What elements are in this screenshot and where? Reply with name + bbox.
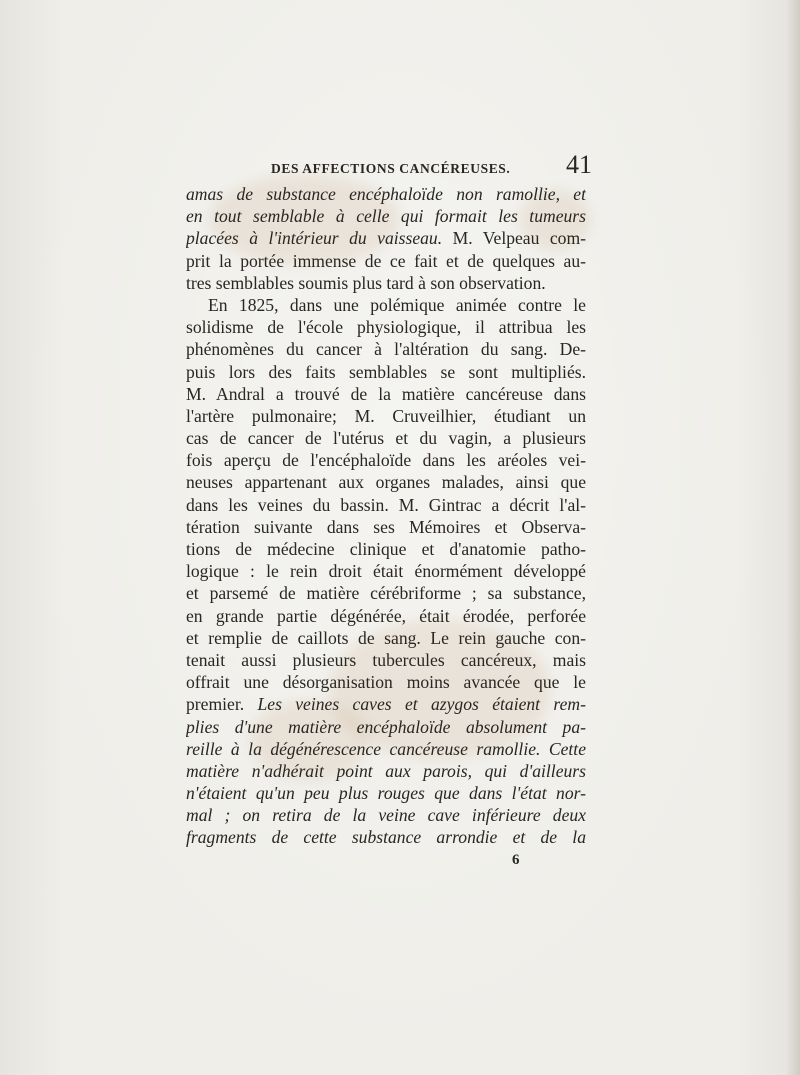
text-segment: fragments de cette substance arrondie et de la	[186, 827, 586, 848]
text-segment: phénomènes du cancer à l'altération du sang. De-	[186, 339, 586, 360]
text-line	[186, 671, 586, 693]
running-title: DES AFFECTIONS CANCÉREUSES.	[271, 161, 511, 176]
text-line	[186, 449, 586, 471]
text-line	[186, 582, 586, 604]
text-segment: matière n'adhérait point aux parois, qui d'ailleurs	[186, 760, 586, 781]
text-segment: en grande partie dégénérée, était érodée, perforée	[186, 605, 586, 626]
text-segment: fois aperçu de l'encéphaloïde dans les aréoles vei-	[186, 450, 586, 471]
text-line	[186, 494, 586, 516]
text-line	[186, 250, 586, 272]
text-line	[186, 516, 586, 538]
page-number: 41	[566, 150, 592, 179]
text-line	[186, 294, 586, 316]
text-segment: tération suivante dans ses Mémoires et Observa-	[186, 516, 586, 537]
text-line	[186, 272, 586, 294]
text-line	[186, 338, 586, 360]
text-segment: M. Andral a trouvé de la matière cancéreuse dans	[186, 383, 586, 404]
text-segment: offrait une désorganisation moins avancée que le	[186, 672, 586, 693]
text-line	[186, 804, 586, 826]
text-line	[186, 361, 586, 383]
text-line	[186, 693, 586, 715]
text-segment: mal ; on retira de la veine cave inférieure deux	[186, 805, 586, 826]
text-segment: solidisme de l'école physiologique, il attribua les	[186, 317, 586, 338]
text-segment: M. Velpeau com-	[442, 228, 586, 249]
text-segment: neuses appartenant aux organes malades, ainsi que	[186, 472, 586, 493]
text-line	[186, 760, 586, 782]
text-line	[186, 471, 586, 493]
text-segment: puis lors des faits semblables se sont multipliés.	[186, 361, 586, 382]
text-segment: amas de substance encéphaloïde non ramollie, et	[186, 184, 586, 204]
text-segment: prit la portée immense de ce fait et de quelques au-	[186, 250, 586, 271]
text-segment: tenait aussi plusieurs tubercules cancéreux, mais	[186, 649, 586, 670]
text-segment: Les veines caves et azygos étaient rem-	[257, 694, 586, 715]
text-line	[186, 605, 586, 627]
text-segment: tions de médecine clinique et d'anatomie patho-	[186, 539, 586, 559]
text-line	[186, 716, 586, 738]
text-segment: cas de cancer de l'utérus et du vagin, a plusieurs	[186, 428, 586, 449]
body-text	[186, 183, 586, 849]
text-line	[186, 383, 586, 405]
text-segment: en tout semblable à celle qui formait les tumeurs	[186, 206, 586, 227]
text-line	[186, 560, 586, 582]
text-line	[186, 826, 586, 848]
text-line	[186, 183, 586, 205]
text-segment: logique : le rein droit était énormément développé	[186, 561, 586, 582]
text-segment: premier.	[186, 694, 258, 715]
text-line	[186, 627, 586, 649]
text-segment: tres semblables soumis plus tard à son observation.	[186, 272, 546, 293]
page-edge-shadow	[786, 0, 800, 1075]
text-line	[186, 738, 586, 760]
text-segment: placées à l'intérieur du vaisseau.	[186, 228, 443, 249]
text-line	[186, 782, 586, 804]
signature-mark: 6	[512, 852, 520, 868]
text-line	[186, 649, 586, 671]
text-segment: reille à la dégénérescence cancéreuse ramollie. Cette	[186, 738, 586, 759]
text-line	[186, 427, 586, 449]
text-line	[186, 405, 586, 427]
text-segment: et parsemé de matière cérébriforme ; sa substance,	[186, 583, 586, 604]
text-line	[186, 227, 586, 249]
text-line	[186, 316, 586, 338]
text-segment: et remplie de caillots de sang. Le rein gauche con-	[186, 627, 586, 648]
running-head	[186, 150, 596, 180]
text-segment: plies d'une matière encéphaloïde absolument pa-	[186, 716, 586, 737]
text-line	[186, 538, 586, 560]
text-segment: dans les veines du bassin. M. Gintrac a décrit l'al-	[186, 494, 586, 515]
text-line	[186, 205, 586, 227]
text-segment: En 1825, dans une polémique animée contre le	[208, 294, 586, 315]
text-segment: l'artère pulmonaire; M. Cruveilhier, étudiant un	[186, 405, 586, 426]
text-segment: n'étaient qu'un peu plus rouges que dans l'état nor-	[186, 783, 586, 804]
